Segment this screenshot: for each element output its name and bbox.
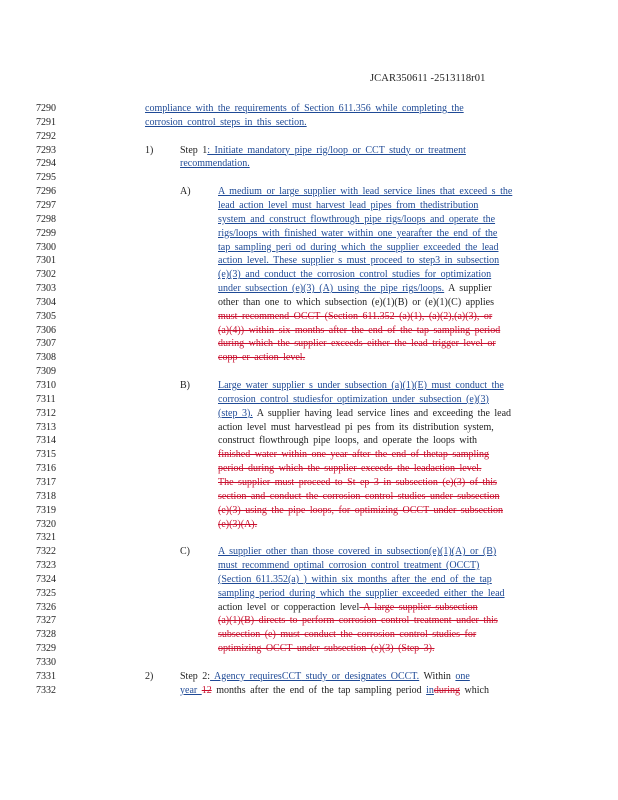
inserted-text: system and construct flowthrough pipe rigs/loops and operate the xyxy=(218,213,496,225)
line-text xyxy=(218,504,503,517)
deleted-text: (a)(4)) within six months after the end of the tap sampling period xyxy=(218,324,501,336)
line-number: 7293 xyxy=(36,144,56,156)
line-number: 7323 xyxy=(36,560,56,572)
inserted-text: (Section 611.352(a) ) within six months after the end of the tap xyxy=(218,573,492,585)
line-number: 7315 xyxy=(36,449,56,461)
deleted-text: copp er action level. xyxy=(218,352,306,364)
deleted-text: during xyxy=(433,684,461,696)
line-text xyxy=(145,102,464,115)
deleted-text: 12 xyxy=(201,684,212,696)
line-text xyxy=(180,157,250,170)
line-number: 7305 xyxy=(36,310,56,322)
line-number: 7297 xyxy=(36,199,56,211)
inserted-text: (step 3). xyxy=(218,407,253,419)
line-number: 7301 xyxy=(36,255,56,267)
line-number: 7330 xyxy=(36,657,56,668)
line-text xyxy=(218,448,489,461)
line-text xyxy=(218,573,492,586)
line-number: 7329 xyxy=(36,643,56,655)
line-number: 7295 xyxy=(36,172,56,184)
list-marker: 1) xyxy=(145,144,154,156)
line-text xyxy=(145,116,307,129)
inserted-text: corrosion control steps in this section. xyxy=(145,116,307,128)
line-number: 7306 xyxy=(36,324,56,336)
line-text xyxy=(218,254,499,267)
inserted-text: sampling period during which the supplier exceeded either the lead xyxy=(218,587,505,599)
line-number: 7304 xyxy=(36,296,56,308)
deleted-text: (e)(3) using the pipe loops, for optimizing OCCT under subsection xyxy=(218,504,503,516)
body-text: Within xyxy=(419,670,456,682)
inserted-text: under subsection (e)(3) (A) using the pipe rigs/loops. xyxy=(218,283,445,295)
line-number: 7314 xyxy=(36,435,56,447)
inserted-text: tap sampling peri od during which the supplier exceeded the lead xyxy=(218,241,499,253)
line-number: 7331 xyxy=(36,670,56,682)
body-text: Step 2: xyxy=(180,670,211,682)
deleted-text: during which the supplier exceeds either the lead trigger level or xyxy=(218,338,496,350)
deleted-text: (e)(3)(A). xyxy=(218,518,258,530)
inserted-text: A medium or large supplier with lead service lines that exceed s the xyxy=(218,186,513,198)
line-number: 7308 xyxy=(36,352,56,364)
line-text xyxy=(218,601,478,614)
line-number: 7324 xyxy=(36,573,56,585)
line-number: 7318 xyxy=(36,490,56,502)
body-text: other than one to which subsection (e)(1)(B) or (e)(1)(C) applies xyxy=(218,296,494,308)
line-number: 7328 xyxy=(36,629,56,641)
line-text xyxy=(218,337,496,350)
line-text xyxy=(218,241,498,254)
line-number: 7332 xyxy=(36,684,56,696)
deleted-text: A large supplier subsection xyxy=(359,601,478,613)
list-marker: A) xyxy=(180,186,191,198)
line-number: 7313 xyxy=(36,421,56,433)
line-text xyxy=(218,268,491,281)
deleted-text: subsection (e) must conduct the corrosion control studies for xyxy=(218,629,477,641)
inserted-text: in xyxy=(426,684,434,696)
line-number: 7296 xyxy=(36,186,56,198)
line-number: 7312 xyxy=(36,407,56,419)
inserted-text: Large water supplier s under subsection (a)(1)(E) must conduct the xyxy=(218,380,504,391)
line-text xyxy=(218,324,500,337)
line-text xyxy=(218,421,494,434)
line-text xyxy=(218,310,492,323)
inserted-text: one xyxy=(455,670,470,682)
line-text xyxy=(218,476,497,489)
line-text xyxy=(180,684,489,697)
body-text: A supplier having lead service lines and exceeding the lead xyxy=(252,407,512,419)
inserted-text: year xyxy=(180,684,202,696)
body-text: which xyxy=(460,684,489,696)
deleted-text: must recommend OCCT (Section 611.352 (a)(1), (a)(2),(a)(3), or xyxy=(218,310,493,322)
deleted-text: optimizing OCCT under subsection (e)(3) (Step 3). xyxy=(218,643,435,655)
deleted-text: finished water within one year after the end of thetap sampling xyxy=(218,449,490,461)
inserted-text: rigs/loops with finished water within one yearafter the end of the xyxy=(218,227,498,239)
deleted-text: period during which the supplier exceeds the leadaction level. xyxy=(218,463,482,475)
list-marker: 2) xyxy=(145,670,154,682)
line-number: 7291 xyxy=(36,116,56,128)
line-text xyxy=(218,296,494,309)
line-number: 7322 xyxy=(36,546,56,558)
line-text xyxy=(218,545,496,558)
line-number: 7325 xyxy=(36,587,56,599)
line-text xyxy=(218,518,257,531)
inserted-text: action level. These supplier s must proceed to step3 in subsection xyxy=(218,255,500,267)
line-number: 7320 xyxy=(36,518,56,530)
inserted-text: recommendation. xyxy=(180,158,250,170)
inserted-text: : Initiate mandatory pipe rig/loop or CCT study or treatment xyxy=(207,144,466,156)
line-number: 7310 xyxy=(36,380,56,391)
line-number: 7311 xyxy=(36,393,56,405)
inserted-text: must recommend optimal corrosion control treatment (OCCT) xyxy=(218,560,480,572)
body-text: action level must harvestlead pi pes from its distribution system, xyxy=(218,421,494,433)
inserted-text: corrosion control studiesfor optimization under subsection (e)(3) xyxy=(218,393,489,405)
line-text xyxy=(218,213,495,226)
line-number: 7321 xyxy=(36,532,56,544)
inserted-text: (e)(3) and conduct the corrosion control studies for optimization xyxy=(218,269,492,281)
line-number: 7302 xyxy=(36,269,56,281)
line-text xyxy=(218,407,511,420)
body-text: Step 1 xyxy=(180,144,208,156)
body-text: months after the end of the tap sampling period xyxy=(211,684,427,696)
line-number: 7294 xyxy=(36,158,56,170)
body-text: A supplier xyxy=(444,283,492,295)
line-text xyxy=(218,199,478,212)
line-text xyxy=(218,587,505,600)
deleted-text: (a)(1)(B) directs to perform corrosion control treatment under this xyxy=(218,615,498,627)
line-text xyxy=(218,282,492,295)
line-number: 7290 xyxy=(36,103,56,114)
line-number: 7300 xyxy=(36,241,56,253)
line-number: 7317 xyxy=(36,476,56,488)
inserted-text: Agency requiresCCT xyxy=(210,670,302,682)
inserted-text: A supplier other than those covered in subsection(e)(1)(A) xyxy=(218,546,466,558)
line-number: 7319 xyxy=(36,504,56,516)
line-number: 7326 xyxy=(36,601,56,613)
line-number: 7292 xyxy=(36,130,56,142)
line-number: 7299 xyxy=(36,227,56,239)
line-text xyxy=(218,227,497,240)
line-text xyxy=(180,670,470,683)
line-number: 7303 xyxy=(36,283,56,295)
line-text xyxy=(218,434,477,447)
inserted-text: study or designates OCCT. xyxy=(301,670,420,682)
inserted-text: lead action level must harvest lead pipes from thedistribution xyxy=(218,199,479,211)
line-text xyxy=(218,642,435,655)
line-text xyxy=(218,393,489,406)
line-number: 7327 xyxy=(36,615,56,627)
line-text xyxy=(218,490,500,503)
line-number: 7307 xyxy=(36,338,56,350)
document-id-header: JCAR350611 -2513118r01 xyxy=(370,73,486,84)
line-text xyxy=(218,462,481,475)
line-number: 7316 xyxy=(36,463,56,475)
line-text xyxy=(218,351,305,364)
deleted-text: section and conduct the corrosion control studies under subsection xyxy=(218,490,500,502)
line-text xyxy=(218,628,476,641)
inserted-text: compliance with the requirements of Section 611.356 while completing the xyxy=(145,103,464,114)
body-text: construct flowthrough pipe loops, and operate the loops with xyxy=(218,435,478,447)
line-text xyxy=(218,379,504,392)
deleted-text: The supplier must proceed to St ep 3 in subsection (e)(3) of this xyxy=(218,476,497,488)
line-number: 7309 xyxy=(36,366,56,378)
line-text xyxy=(218,185,512,198)
body-text: action level or copperaction level xyxy=(218,601,360,613)
line-text xyxy=(218,559,479,572)
line-text xyxy=(180,144,466,157)
line-text xyxy=(218,614,498,627)
inserted-text: or (B) xyxy=(465,546,497,558)
list-marker: B) xyxy=(180,380,190,391)
line-number: 7298 xyxy=(36,213,56,225)
list-marker: C) xyxy=(180,546,190,558)
